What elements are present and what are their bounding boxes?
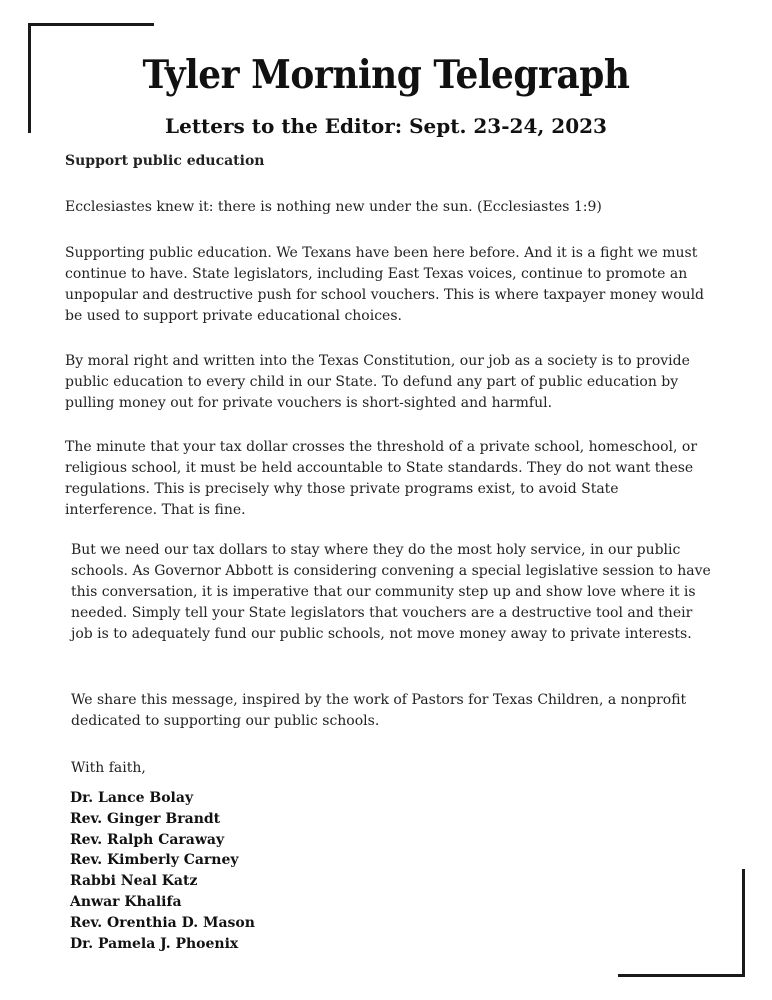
- letter-closing: With faith,: [71, 760, 146, 776]
- letter-paragraph: We share this message, inspired by the work of Pastors for Texas Children, a nonprofit dedicated to supporting our public schools.: [71, 692, 687, 729]
- signer-name: Rabbi Neal Katz: [70, 873, 198, 890]
- letter-paragraph: By moral right and written into the Texas Constitution, our job as a society is to provide public education to every child in our State. To defund any part of public education by pulling money out for private vouchers is short-sighted and harmful.: [65, 353, 690, 411]
- signer-name: Dr. Lance Bolay: [70, 790, 194, 806]
- letter-paragraph: Ecclesiastes knew it: there is nothing new under the sun. (Ecclesiastes 1:9): [65, 199, 602, 215]
- signer-name: Rev. Orenthia D. Mason: [70, 914, 255, 931]
- frame-corner-bottom-right-vertical: [742, 869, 745, 977]
- signer-name: Rev. Kimberly Carney: [70, 852, 239, 869]
- letter-title: Support public education: [65, 153, 265, 169]
- frame-corner-top-left: [28, 23, 154, 26]
- letter-paragraph: Supporting public education. We Texans have been here before. And it is a fight we must continue to have. State legislators, including East Texas voices, continue to promote an unpopular and destructive push for school vouchers. This is where taxpayer money would be used to support private educational choices.: [65, 245, 705, 324]
- signer-name: Anwar Khalifa: [70, 893, 182, 910]
- page-title: Letters to the Editor: Sept. 23-24, 2023: [165, 114, 607, 138]
- signer-name: Rev. Ralph Caraway: [70, 831, 225, 848]
- letter-paragraph: But we need our tax dollars to stay where they do the most holy service, in our public schools. As Governor Abbott is considering convening a special legislative session to have this conversation, it is imperative that our community step up and show love where it is needed. Simply tell your State legislators that vouchers are a destructive tool and their job is to adequately fund our public schools, not move money away to private interests.: [71, 542, 711, 642]
- frame-corner-bottom-right: [618, 974, 745, 977]
- signer-name: Rev. Ginger Brandt: [70, 810, 221, 827]
- signer-name: Dr. Pamela J. Phoenix: [70, 935, 239, 952]
- letter-paragraph: The minute that your tax dollar crosses the threshold of a private school, homeschool, or religious school, it must be held accountable to State standards. They do not want these regulations. This is precisely why those private programs exist, to avoid State interference. That is fine.: [65, 439, 698, 518]
- newspaper-masthead: Tyler Morning Telegraph: [142, 52, 630, 98]
- signer-list: [70, 788, 255, 954]
